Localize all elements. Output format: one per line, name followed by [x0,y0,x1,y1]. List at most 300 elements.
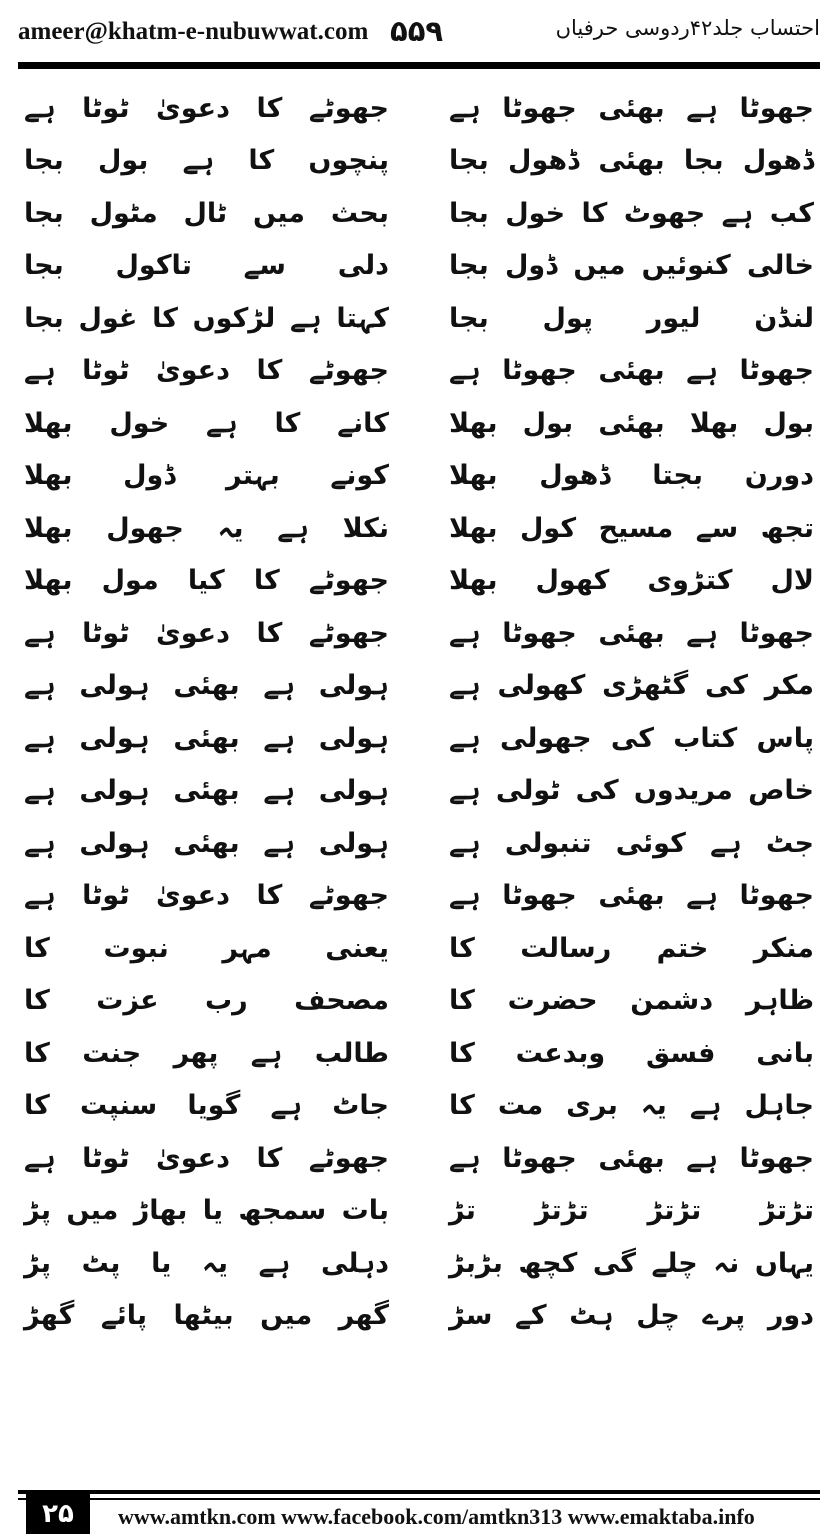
poem-word: جنت [82,1037,142,1069]
poem-word: ٹوٹا [82,617,130,649]
poem-word: بحث [330,197,389,229]
hemistich-left [18,1090,419,1121]
poem-word: دعویٰ [156,355,230,387]
poem-word: کا [24,985,50,1017]
hemistich-left [18,408,419,439]
hemistich-right [419,985,820,1016]
poem-row [18,502,820,555]
poem-word: مت [497,1090,544,1122]
poem-word: ہے [250,1037,283,1069]
poem-word: گھر [338,1300,389,1332]
hemistich-right [419,1090,820,1121]
poem-word: لڑکوں [192,302,276,334]
hemistich-left [18,303,419,334]
poem-word: بھلا [449,460,498,492]
poem-word: تنبولی [504,827,592,859]
poem-word: خول [109,407,170,439]
poem-word: گویا [187,1090,241,1122]
poem-word: طالب [314,1037,389,1069]
poem-row [18,817,820,870]
poem-word: ڈھول [539,460,611,492]
hemistich-left [18,460,419,491]
poem-word: کا [449,932,475,964]
hemistich-right [419,355,820,386]
poem-word: دعویٰ [156,617,230,649]
poem-word: میں [66,1195,119,1227]
poem-word: ہے [449,775,481,807]
poem-word: ہے [24,1142,56,1174]
poem-row [18,975,820,1028]
poem-word: دور [767,1300,814,1332]
poem-word: جھوٹا [739,880,814,912]
poem-word: کا [24,932,50,964]
poem-word: تڑتڑ [760,1195,814,1227]
poem-word: ہولی [318,827,389,859]
poem-word: کی [610,722,654,754]
poem-word: کب [769,197,814,229]
hemistich-right [419,1038,820,1069]
hemistich-left [18,1195,419,1226]
page-header [18,14,820,58]
poem-word: کا [581,197,608,229]
poem-word: جھوٹا [502,92,577,124]
poem-word: بجا [683,145,724,177]
poem-word: کچھ [518,1247,578,1279]
poem-word: مریدوں [633,775,733,807]
hemistich-left [18,723,419,754]
poem-word: کا [24,1090,50,1122]
poem-word: مول [101,565,159,597]
poem-word: ہے [686,1142,718,1174]
poem-word: بڑبڑ [449,1247,503,1279]
poem-word: ہے [24,827,56,859]
poem-word: ہے [182,145,215,177]
poem-word: یا [151,1247,172,1279]
poem-word: سنپت [80,1090,158,1122]
poem-word: ہولی [318,722,389,754]
poem-word: ہے [263,722,296,754]
poem-word: کا [152,302,178,334]
poem-word: ہولی [318,670,389,702]
poem-word: بجتا [652,460,703,492]
hemistich-left [18,828,419,859]
poem-row [18,1237,820,1290]
poem-word: مکر [764,670,814,702]
poem-word: بھئی [598,880,665,912]
poem-word: میں [260,1300,313,1332]
hemistich-right [419,93,820,124]
poem-word: لیور [646,302,701,334]
poem-word: جھوٹ [623,197,706,229]
poem-word: جھولی [499,722,592,754]
poem-word: بول [522,407,574,439]
poem-word: بانی [756,1037,814,1069]
hemistich-right [419,880,820,911]
poem-word: کتڑوی [647,565,733,597]
poem-word: ہولی [79,827,150,859]
hemistich-left [18,1143,419,1174]
poem-word: بجا [24,250,64,282]
poem-word: بھلا [24,565,73,597]
poem-word: وبدعت [515,1037,606,1069]
poem-word: کتاب [673,722,738,754]
poem-word: مصحف [294,985,389,1017]
poem-word: پول [542,302,594,334]
poem-word: غول [78,302,138,334]
poem-word: جھوٹا [739,355,814,387]
hemistich-right [419,670,820,701]
poem-word: تاکول [115,250,192,282]
poem-word: ہولی [79,775,150,807]
poem-word: پٹ [81,1247,121,1279]
poem-row [18,345,820,398]
poem-word: نکلا [342,512,389,544]
poem-row [18,1290,820,1343]
poem-word: ٹوٹا [82,355,130,387]
poem-word: کول [519,512,577,544]
hemistich-right [419,618,820,649]
poem-word: ہے [449,617,481,649]
footer-rule-thin [18,1498,820,1500]
hemistich-left [18,93,419,124]
hemistich-right [419,198,820,229]
poem-word: بیٹھا [173,1300,234,1332]
hemistich-left [18,775,419,806]
poem-word: جھوٹے [308,92,389,124]
poem-word: یہ [640,1090,667,1122]
poem-word: جھول [106,512,184,544]
poem-word: کا [449,1090,475,1122]
poem-word: جھوٹا [502,880,577,912]
poem-word: تڑتڑ [534,1195,589,1227]
poem-word: جاہل [744,1090,814,1122]
poem-word: تڑتڑ [647,1195,702,1227]
poem-word: کی [575,775,619,807]
poem-word: ظاہر [745,985,814,1017]
poem-word: جاٹ [332,1090,389,1122]
poem-word: مہر [222,932,272,964]
poem-word: یا [202,1195,224,1227]
poem-word: کا [256,355,283,387]
poem-word: پھر [173,1037,219,1069]
poem-word: پنچوں [308,145,389,177]
poem-word: بھئی [173,775,240,807]
poem-word: کانے [337,407,389,439]
poem-word: جھوٹا [739,617,814,649]
poem-word: بجا [449,250,489,282]
poem-word: بھئی [598,92,665,124]
poem-word: بھلا [689,407,739,439]
poem-word: یہ [202,1247,228,1279]
poem-word: بھئی [173,722,240,754]
poem-word: بھئی [173,670,240,702]
poem-row [18,555,820,608]
hemistich-right [419,460,820,491]
poem-word: لنڈن [754,302,814,334]
poem-word: بھلا [449,512,498,544]
poem-word: بھئی [598,145,665,177]
poem-word: کے [515,1300,547,1332]
poem-word: کا [253,565,280,597]
poem-word: بجا [449,197,489,229]
poem-row [18,712,820,765]
poem-row [18,1185,820,1238]
hemistich-left [18,1038,419,1069]
hemistich-right [419,565,820,596]
poem-word: کا [256,92,283,124]
poem-row [18,660,820,713]
poem-word: ڈول [504,250,558,282]
poem-word: ہے [686,92,718,124]
poem-word: ہے [24,880,56,912]
poem-word: دورن [744,460,814,492]
poem-word: گی [592,1247,636,1279]
poem-word: ہے [24,355,56,387]
poem-word: یعنی [325,932,389,964]
poem-word: ہے [289,302,322,334]
poem-word: دعویٰ [156,880,230,912]
poem-row [18,187,820,240]
hemistich-right [419,1143,820,1174]
poem-word: ہے [449,355,481,387]
poem-word: جھوٹے [308,565,389,597]
poem-word: کہتا [336,302,389,334]
poem-word: کا [449,1037,475,1069]
poem-word: نہ [713,1247,740,1279]
poem-word: کی [704,670,749,702]
poem-word: ڈھول [742,145,814,177]
poem-word: کا [24,1037,50,1069]
poem-word: بھاڑ [133,1195,188,1227]
poem-word: ہے [449,827,481,859]
poem-word: ہے [263,827,296,859]
poem-word: ہے [24,670,56,702]
poem-word: چلے [651,1247,698,1279]
poem-word: ہے [686,617,718,649]
poem-word: ہولی [318,775,389,807]
poem-word: ہے [24,92,56,124]
poem-word: جھوٹے [308,617,389,649]
page-footer [18,1490,820,1534]
poem-word: بھئی [598,355,665,387]
poem-word: بجا [24,145,64,177]
poem-word: مسیح [598,512,674,544]
hemistich-left [18,513,419,544]
hemistich-right [419,145,820,176]
hemistich-right [419,1300,820,1331]
poem-row [18,607,820,660]
poem-word: جھوٹا [739,92,814,124]
poem-word: ہے [449,1142,481,1174]
hemistich-right [419,933,820,964]
poem-word: سے [695,512,739,544]
poem-word: پاس [756,722,814,754]
poem-word: دلی [337,250,389,282]
hemistich-left [18,1300,419,1331]
poem-word: ہے [263,670,296,702]
hemistich-right [419,303,820,334]
poem-word: بول [97,145,149,177]
poem-word: کیا [187,565,225,597]
header-email: ameer@khatm-e-nubuwwat.com [18,18,369,45]
poem-word: ہے [686,355,718,387]
poem-word: کا [256,617,283,649]
poem-word: میں [573,250,626,282]
poem-row [18,870,820,923]
poem-word: بات [341,1195,389,1227]
poem-word: بھئی [598,407,665,439]
running-title: احتساب جلد۴۲ردوسی حرفیاں [555,16,820,40]
poem-word: ڈول [123,460,176,492]
poem-word: بھلا [24,460,73,492]
poem-word: ڈھول [508,145,580,177]
header-rule [18,62,820,69]
poem-word: بھلا [24,407,73,439]
poem-word: بھلا [449,407,498,439]
poem-word: ٹوٹا [82,1142,130,1174]
poem-word: بھلا [449,565,498,597]
poem-word: کنوئیں [641,250,731,282]
hemistich-left [18,1248,419,1279]
page-number: ۵۵۹ [390,14,444,48]
hemistich-right [419,250,820,281]
hemistich-left [18,145,419,176]
hemistich-right [419,828,820,859]
poem-word: چل [636,1300,680,1332]
poem-row [18,450,820,503]
poem-word: ہے [258,1247,291,1279]
poem-word: تجھ [760,512,814,544]
poem-word: تڑ [449,1195,476,1227]
hemistich-right [419,408,820,439]
poem-word: ہولی [79,670,150,702]
hemistich-left [18,565,419,596]
hemistich-left [18,618,419,649]
poem-word: رسالت [520,932,612,964]
poem-word: جھوٹا [502,1142,577,1174]
poem-word: پڑ [24,1195,51,1227]
poem-word: گھڑ [24,1300,75,1332]
poem-word: ٹال [183,197,228,229]
poem-word: ہے [24,775,56,807]
poem-word: یہ [217,512,244,544]
poem-word: ہے [277,512,309,544]
poem-word: جھوٹا [739,1142,814,1174]
poem-word: ہے [710,827,742,859]
poem-word: منکر [753,932,814,964]
poem-word: ہٹ [569,1300,614,1332]
poem-word: کا [248,145,275,177]
poem-row [18,135,820,188]
poem-word: جھوٹا [502,617,577,649]
poem-word: کھول [535,565,610,597]
poem-word: بری [566,1090,618,1122]
poem-row [18,240,820,293]
poem-word: میں [252,197,306,229]
poem-word: دہلی [320,1247,389,1279]
hemistich-right [419,723,820,754]
poem-row [18,397,820,450]
poem-word: سے [243,250,286,282]
poem-word: کا [256,1142,283,1174]
poem-word: جھوٹے [308,355,389,387]
hemistich-left [18,250,419,281]
poem-word: کوئی [615,827,686,859]
folio-number: ۲۵ [26,1494,90,1534]
hemistich-right [419,1248,820,1279]
poem-word: عزت [96,985,159,1017]
poem-word: بجا [24,197,64,229]
poem-row [18,1027,820,1080]
poem-word: ہے [686,880,718,912]
hemistich-left [18,355,419,386]
poem-word: سڑ [449,1300,493,1332]
poem-word: دعویٰ [156,92,230,124]
poem-row [18,922,820,975]
poem-word: کونے [330,460,389,492]
poem-word: رب [205,985,248,1017]
hemistich-left [18,880,419,911]
poem-word: ہے [24,617,56,649]
poem-word: بجا [449,302,489,334]
poem-word: ہے [449,92,481,124]
hemistich-right [419,1195,820,1226]
poem-word: بجا [449,145,489,177]
poem-word: بھلا [24,512,73,544]
poem-word: ختم [656,932,709,964]
poem-word: یہاں [754,1247,814,1279]
poem-word: مٹول [89,197,158,229]
hemistich-left [18,933,419,964]
hemistich-right [419,775,820,806]
poem-row [18,292,820,345]
poem-word: گٹھڑی [602,670,689,702]
hemistich-right [419,513,820,544]
poem-word: فسق [645,1037,716,1069]
poem-word: کا [256,880,283,912]
poem-word: ہے [270,1090,303,1122]
hemistich-left [18,985,419,1016]
hemistich-left [18,198,419,229]
poem-word: پڑ [24,1247,51,1279]
poem-word: ٹوٹا [82,92,130,124]
poem-word: بہتر [225,460,280,492]
poem-word: بجا [24,302,64,334]
poem-word: خالی [746,250,814,282]
poem-word: بھئی [173,827,240,859]
poem-word: پرے [702,1300,746,1332]
poem-word: خول [505,197,566,229]
poem-word: ہے [449,880,481,912]
footer-rule [18,1490,820,1494]
footer-urls: www.amtkn.com www.facebook.com/amtkn313 www.emaktaba.info [118,1504,755,1529]
poem-word: سمجھ [238,1195,327,1227]
poem-body [18,82,820,1342]
poem-word: ہے [449,670,481,702]
poem-word: پائے [100,1300,148,1332]
poem-word: بول [763,407,814,439]
poem-word: کھولی [497,670,586,702]
poem-word: ٹوٹا [82,880,130,912]
poem-word: ہے [721,197,754,229]
poem-row [18,82,820,135]
poem-row [18,1080,820,1133]
poem-word: جٹ [765,827,814,859]
poem-word: کا [449,985,475,1017]
poem-word: کا [274,407,301,439]
poem-word: حضرت [507,985,598,1017]
poem-word: ہے [449,722,481,754]
